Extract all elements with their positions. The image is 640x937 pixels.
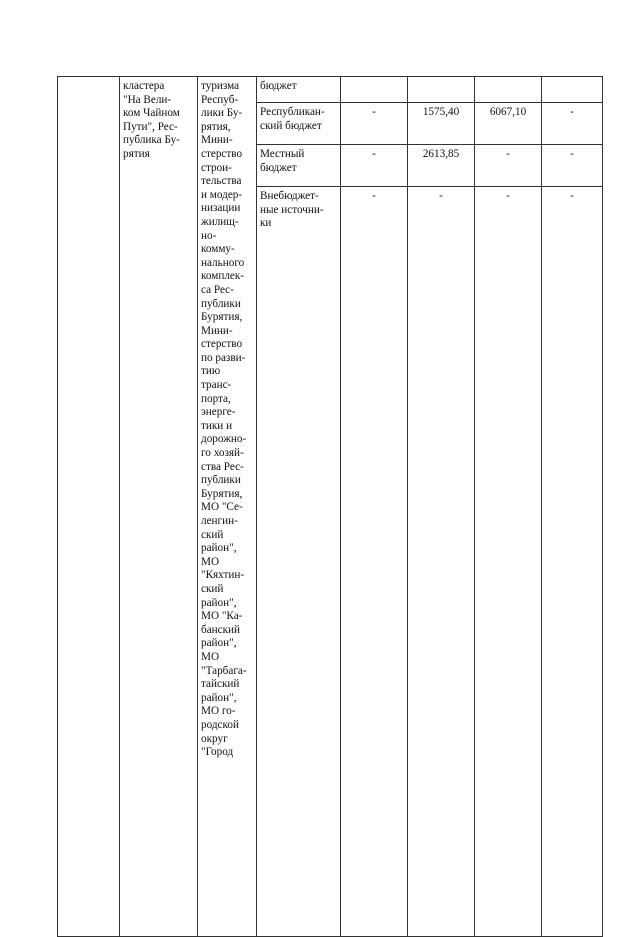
value-cell bbox=[542, 77, 603, 103]
executors-line: са Рес- bbox=[201, 283, 234, 296]
executors-line: го хозяй- bbox=[201, 447, 244, 460]
executors-line: родской bbox=[201, 718, 239, 731]
executors-line: тайский bbox=[201, 678, 240, 691]
executors-line: строи- bbox=[201, 161, 232, 174]
value-cell bbox=[408, 77, 475, 103]
executors-line: округ bbox=[201, 732, 228, 745]
source-line: Внебюджет- bbox=[260, 190, 319, 202]
executors-line: стерство bbox=[201, 147, 243, 160]
executors-line: комму- bbox=[201, 243, 235, 256]
executors-line: тию bbox=[201, 365, 221, 378]
source-cell bbox=[257, 145, 341, 187]
executors-line: туризма bbox=[201, 80, 240, 92]
source-cell bbox=[257, 103, 341, 145]
value-cell: 2613,85 bbox=[408, 145, 475, 187]
budget-table bbox=[57, 76, 603, 937]
executors-line: Бурятия, bbox=[201, 311, 243, 324]
value-cell: - bbox=[408, 187, 475, 937]
executors-line: тельства bbox=[201, 175, 242, 188]
value-cell: - bbox=[542, 145, 603, 187]
value-cell bbox=[475, 77, 542, 103]
value-cell: 6067,10 bbox=[475, 103, 542, 145]
executors-line: МО bbox=[201, 555, 220, 568]
executors-line: район", bbox=[201, 691, 237, 704]
value-cell: - bbox=[341, 145, 408, 187]
source-line: Местный bbox=[260, 148, 305, 160]
executors-line: комплек- bbox=[201, 270, 245, 283]
executors-line: жилищ- bbox=[201, 215, 239, 228]
executors-line: публики bbox=[201, 297, 241, 310]
executors-line: район", bbox=[201, 637, 237, 650]
source-line: бюджет bbox=[260, 80, 297, 92]
executors-line: ский bbox=[201, 582, 224, 595]
executors-line: но- bbox=[201, 229, 217, 242]
source-line: Республикан- bbox=[260, 106, 325, 118]
program-line: "На Вели- bbox=[123, 93, 172, 106]
executors-line: дорожно- bbox=[201, 433, 247, 446]
value-cell: - bbox=[341, 103, 408, 145]
executors-line: Мини- bbox=[201, 324, 233, 337]
program-line: Пути", Рес- bbox=[123, 120, 178, 133]
executors-line: Мини- bbox=[201, 134, 233, 147]
executors-line: энерге- bbox=[201, 406, 236, 419]
number-cell bbox=[58, 77, 120, 937]
executors-line: "Тарбага- bbox=[201, 664, 247, 677]
program-line: ком Чайном bbox=[123, 107, 180, 120]
executors-line: ства Рес- bbox=[201, 460, 244, 473]
executors-cell bbox=[198, 77, 257, 937]
executors-line: МО bbox=[201, 650, 220, 663]
executors-line: район", bbox=[201, 596, 237, 609]
program-cell bbox=[120, 77, 198, 937]
executors-line: тики и bbox=[201, 419, 233, 432]
executors-line: ский bbox=[201, 528, 224, 541]
executors-line: публики bbox=[201, 474, 241, 487]
executors-line: "Город bbox=[201, 746, 234, 759]
value-cell: - bbox=[542, 103, 603, 145]
source-line: бюджет bbox=[260, 161, 297, 174]
executors-line: и модер- bbox=[201, 188, 243, 201]
program-line: кластера bbox=[123, 80, 165, 92]
executors-line: низации bbox=[201, 202, 241, 215]
value-cell: - bbox=[341, 187, 408, 937]
executors-line: ленгин- bbox=[201, 515, 238, 527]
source-cell bbox=[257, 77, 341, 103]
value-cell: 1575,40 bbox=[408, 103, 475, 145]
executors-line: МО "Се- bbox=[201, 501, 243, 514]
executors-line: Бурятия, bbox=[201, 487, 243, 500]
executors-line: лики Бу- bbox=[201, 107, 243, 120]
executors-line: МО го- bbox=[201, 705, 236, 718]
source-line: ки bbox=[260, 217, 272, 230]
value-cell: - bbox=[475, 187, 542, 937]
executors-line: нального bbox=[201, 256, 245, 269]
executors-line: банский bbox=[201, 623, 241, 636]
executors-line: транс- bbox=[201, 379, 232, 392]
value-cell bbox=[341, 77, 408, 103]
source-line: ные источни- bbox=[260, 203, 324, 216]
executors-line: порта, bbox=[201, 392, 231, 405]
value-cell: - bbox=[542, 187, 603, 937]
executors-line: рятия, bbox=[201, 120, 231, 133]
executors-line: "Кяхтин- bbox=[201, 569, 245, 582]
table-row bbox=[58, 77, 603, 103]
value-cell: - bbox=[475, 145, 542, 187]
executors-line: район", bbox=[201, 542, 237, 555]
executors-line: МО "Ка- bbox=[201, 610, 243, 623]
executors-line: по разви- bbox=[201, 351, 246, 364]
program-line: публика Бу- bbox=[123, 134, 180, 147]
source-line: ский бюджет bbox=[260, 119, 322, 132]
source-cell bbox=[257, 187, 341, 937]
executors-line: стерство bbox=[201, 338, 243, 351]
executors-line: Респуб- bbox=[201, 93, 239, 106]
program-line: рятия bbox=[123, 147, 150, 160]
